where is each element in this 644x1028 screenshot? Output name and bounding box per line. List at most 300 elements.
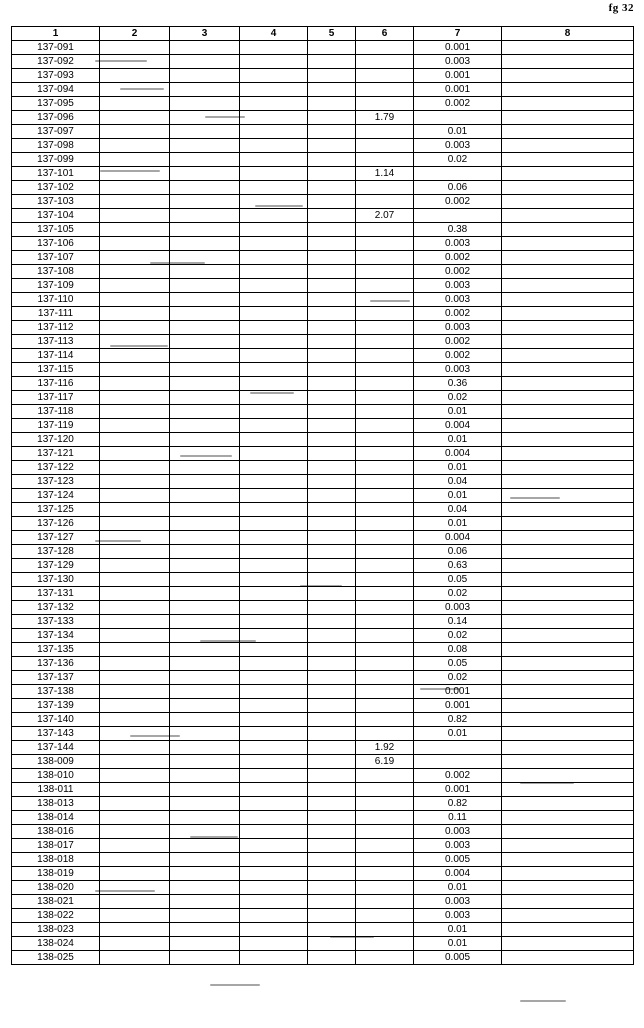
table-cell-col3 xyxy=(170,587,240,601)
table-row xyxy=(12,657,634,671)
table-cell-col4 xyxy=(240,125,308,139)
table-cell-col3 xyxy=(170,461,240,475)
table-cell-col7: 0.01 xyxy=(414,433,502,447)
table-cell-col8 xyxy=(502,55,634,69)
table-row xyxy=(12,741,634,755)
table-cell-col7: 0.003 xyxy=(414,363,502,377)
table-cell-col4 xyxy=(240,797,308,811)
table-cell-col1: 137-101 xyxy=(12,167,100,181)
table-cell-col7: 0.001 xyxy=(414,783,502,797)
table-cell-col4 xyxy=(240,517,308,531)
table-cell-col5 xyxy=(308,461,356,475)
table-cell-col8 xyxy=(502,909,634,923)
table-cell-col5 xyxy=(308,293,356,307)
table-cell-col3 xyxy=(170,349,240,363)
table-cell-col8 xyxy=(502,69,634,83)
table-cell-col1: 138-018 xyxy=(12,853,100,867)
table-cell-col2 xyxy=(100,335,170,349)
table-cell-col6 xyxy=(356,279,414,293)
table-cell-col6 xyxy=(356,83,414,97)
table-header-row xyxy=(12,27,634,41)
table-cell-col3 xyxy=(170,83,240,97)
table-cell-col6 xyxy=(356,447,414,461)
table-cell-col7: 0.06 xyxy=(414,181,502,195)
table-cell-col2 xyxy=(100,797,170,811)
table-cell-col5 xyxy=(308,391,356,405)
table-cell-col5 xyxy=(308,727,356,741)
table-cell-col1: 138-020 xyxy=(12,881,100,895)
table-cell-col3 xyxy=(170,895,240,909)
table-cell-col3 xyxy=(170,55,240,69)
table-cell-col8 xyxy=(502,237,634,251)
table-cell-col4 xyxy=(240,83,308,97)
table-cell-col4 xyxy=(240,279,308,293)
table-cell-col7: 0.002 xyxy=(414,769,502,783)
table-cell-col3 xyxy=(170,363,240,377)
table-cell-col8 xyxy=(502,853,634,867)
table-cell-col6 xyxy=(356,937,414,951)
table-cell-col7: 0.01 xyxy=(414,923,502,937)
table-cell-col2 xyxy=(100,181,170,195)
table-cell-col5 xyxy=(308,573,356,587)
table-cell-col8 xyxy=(502,293,634,307)
table-cell-col5 xyxy=(308,335,356,349)
table-cell-col1: 138-010 xyxy=(12,769,100,783)
table-cell-col6: 6.19 xyxy=(356,755,414,769)
table-cell-col4 xyxy=(240,41,308,55)
column-header-3: 3 xyxy=(170,27,240,41)
table-cell-col8 xyxy=(502,741,634,755)
table-cell-col2 xyxy=(100,419,170,433)
table-cell-col6 xyxy=(356,475,414,489)
table-cell-col8 xyxy=(502,755,634,769)
column-header-6: 6 xyxy=(356,27,414,41)
table-cell-col8 xyxy=(502,223,634,237)
table-cell-col2 xyxy=(100,461,170,475)
table-cell-col2 xyxy=(100,83,170,97)
table-cell-col8 xyxy=(502,867,634,881)
table-cell-col3 xyxy=(170,559,240,573)
table-cell-col7: 0.01 xyxy=(414,461,502,475)
table-cell-col2 xyxy=(100,867,170,881)
table-cell-col6 xyxy=(356,405,414,419)
table-cell-col6 xyxy=(356,489,414,503)
table-cell-col1: 137-130 xyxy=(12,573,100,587)
table-row xyxy=(12,867,634,881)
table-cell-col1: 137-118 xyxy=(12,405,100,419)
table-cell-col1: 137-113 xyxy=(12,335,100,349)
column-header-4: 4 xyxy=(240,27,308,41)
table-cell-col6 xyxy=(356,335,414,349)
table-cell-col7: 0.02 xyxy=(414,153,502,167)
table-cell-col8 xyxy=(502,629,634,643)
table-row xyxy=(12,783,634,797)
table-cell-col8 xyxy=(502,713,634,727)
table-cell-col8 xyxy=(502,447,634,461)
table-row xyxy=(12,461,634,475)
table-cell-col2 xyxy=(100,951,170,965)
table-cell-col7 xyxy=(414,167,502,181)
table-cell-col1: 137-122 xyxy=(12,461,100,475)
table-cell-col6 xyxy=(356,223,414,237)
table-cell-col1: 137-106 xyxy=(12,237,100,251)
table-cell-col6 xyxy=(356,153,414,167)
table-cell-col6 xyxy=(356,391,414,405)
table-cell-col4 xyxy=(240,909,308,923)
table-row xyxy=(12,125,634,139)
table-row xyxy=(12,433,634,447)
table-cell-col1: 137-140 xyxy=(12,713,100,727)
table-cell-col3 xyxy=(170,923,240,937)
table-row xyxy=(12,279,634,293)
table-row xyxy=(12,335,634,349)
table-cell-col5 xyxy=(308,867,356,881)
table-row xyxy=(12,503,634,517)
table-cell-col8 xyxy=(502,405,634,419)
table-cell-col3 xyxy=(170,503,240,517)
table-cell-col2 xyxy=(100,531,170,545)
table-cell-col3 xyxy=(170,545,240,559)
table-cell-col4 xyxy=(240,531,308,545)
table-cell-col6 xyxy=(356,727,414,741)
table-cell-col1: 138-013 xyxy=(12,797,100,811)
table-row xyxy=(12,797,634,811)
table-cell-col6 xyxy=(356,251,414,265)
table-cell-col5 xyxy=(308,783,356,797)
table-cell-col2 xyxy=(100,237,170,251)
table-cell-col8 xyxy=(502,139,634,153)
table-cell-col3 xyxy=(170,713,240,727)
table-cell-col6 xyxy=(356,307,414,321)
table-cell-col4 xyxy=(240,867,308,881)
table-cell-col3 xyxy=(170,321,240,335)
table-cell-col3 xyxy=(170,167,240,181)
table-cell-col6 xyxy=(356,909,414,923)
table-row xyxy=(12,83,634,97)
table-cell-col3 xyxy=(170,279,240,293)
table-cell-col1: 137-126 xyxy=(12,517,100,531)
table-cell-col8 xyxy=(502,783,634,797)
table-cell-col7: 0.05 xyxy=(414,573,502,587)
table-cell-col6 xyxy=(356,41,414,55)
table-cell-col7: 0.004 xyxy=(414,867,502,881)
table-cell-col4 xyxy=(240,713,308,727)
table-cell-col1: 138-024 xyxy=(12,937,100,951)
table-cell-col8 xyxy=(502,433,634,447)
table-cell-col2 xyxy=(100,489,170,503)
table-cell-col1: 137-123 xyxy=(12,475,100,489)
table-cell-col8 xyxy=(502,335,634,349)
table-cell-col4 xyxy=(240,391,308,405)
table-cell-col4 xyxy=(240,335,308,349)
table-cell-col8 xyxy=(502,349,634,363)
table-cell-col7: 0.04 xyxy=(414,503,502,517)
table-cell-col3 xyxy=(170,41,240,55)
table-row xyxy=(12,671,634,685)
table-cell-col2 xyxy=(100,587,170,601)
table-cell-col8 xyxy=(502,503,634,517)
table-cell-col5 xyxy=(308,811,356,825)
table-cell-col2 xyxy=(100,321,170,335)
table-cell-col6 xyxy=(356,125,414,139)
table-row xyxy=(12,839,634,853)
table-cell-col6 xyxy=(356,853,414,867)
table-cell-col7: 0.02 xyxy=(414,587,502,601)
table-cell-col8 xyxy=(502,251,634,265)
table-cell-col8 xyxy=(502,153,634,167)
table-cell-col2 xyxy=(100,503,170,517)
table-cell-col1: 138-021 xyxy=(12,895,100,909)
table-cell-col1: 137-128 xyxy=(12,545,100,559)
table-cell-col6 xyxy=(356,559,414,573)
table-cell-col7: 0.003 xyxy=(414,321,502,335)
table-row xyxy=(12,293,634,307)
table-cell-col2 xyxy=(100,69,170,83)
table-cell-col4 xyxy=(240,923,308,937)
table-cell-col3 xyxy=(170,601,240,615)
table-cell-col1: 137-120 xyxy=(12,433,100,447)
table-cell-col1: 137-133 xyxy=(12,615,100,629)
table-cell-col2 xyxy=(100,517,170,531)
table-cell-col2 xyxy=(100,839,170,853)
table-cell-col5 xyxy=(308,587,356,601)
table-cell-col3 xyxy=(170,531,240,545)
table-cell-col1: 137-110 xyxy=(12,293,100,307)
table-cell-col6 xyxy=(356,839,414,853)
table-cell-col1: 137-143 xyxy=(12,727,100,741)
table-cell-col1: 137-092 xyxy=(12,55,100,69)
table-cell-col8 xyxy=(502,363,634,377)
table-cell-col6 xyxy=(356,55,414,69)
table-cell-col1: 138-017 xyxy=(12,839,100,853)
table-row xyxy=(12,363,634,377)
table-cell-col4 xyxy=(240,545,308,559)
table-cell-col7: 0.002 xyxy=(414,335,502,349)
table-cell-col4 xyxy=(240,853,308,867)
table-cell-col1: 137-116 xyxy=(12,377,100,391)
table-row xyxy=(12,237,634,251)
table-cell-col3 xyxy=(170,97,240,111)
table-cell-col3 xyxy=(170,419,240,433)
table-cell-col1: 137-115 xyxy=(12,363,100,377)
table-cell-col5 xyxy=(308,937,356,951)
table-cell-col6 xyxy=(356,671,414,685)
table-cell-col2 xyxy=(100,307,170,321)
table-cell-col3 xyxy=(170,615,240,629)
table-cell-col7: 0.04 xyxy=(414,475,502,489)
table-cell-col3 xyxy=(170,111,240,125)
table-row xyxy=(12,769,634,783)
table-cell-col4 xyxy=(240,111,308,125)
table-cell-col5 xyxy=(308,475,356,489)
table-cell-col2 xyxy=(100,713,170,727)
table-cell-col4 xyxy=(240,811,308,825)
table-cell-col3 xyxy=(170,741,240,755)
table-cell-col4 xyxy=(240,181,308,195)
table-cell-col2 xyxy=(100,741,170,755)
table-cell-col2 xyxy=(100,573,170,587)
table-cell-col5 xyxy=(308,433,356,447)
table-cell-col1: 137-103 xyxy=(12,195,100,209)
table-cell-col4 xyxy=(240,69,308,83)
table-cell-col5 xyxy=(308,321,356,335)
table-cell-col1: 137-124 xyxy=(12,489,100,503)
table-cell-col6 xyxy=(356,461,414,475)
table-cell-col3 xyxy=(170,307,240,321)
table-cell-col6 xyxy=(356,517,414,531)
table-cell-col8 xyxy=(502,83,634,97)
table-cell-col1: 138-016 xyxy=(12,825,100,839)
table-cell-col3 xyxy=(170,769,240,783)
table-cell-col7: 0.003 xyxy=(414,909,502,923)
table-cell-col4 xyxy=(240,727,308,741)
table-cell-col8 xyxy=(502,419,634,433)
table-cell-col8 xyxy=(502,97,634,111)
table-cell-col5 xyxy=(308,853,356,867)
table-cell-col7: 0.08 xyxy=(414,643,502,657)
table-cell-col6 xyxy=(356,699,414,713)
table-cell-col2 xyxy=(100,265,170,279)
table-cell-col4 xyxy=(240,349,308,363)
table-cell-col7: 0.01 xyxy=(414,405,502,419)
table-cell-col5 xyxy=(308,167,356,181)
table-row xyxy=(12,265,634,279)
table-cell-col3 xyxy=(170,797,240,811)
table-cell-col8 xyxy=(502,377,634,391)
table-cell-col6 xyxy=(356,923,414,937)
table-cell-col7: 0.003 xyxy=(414,55,502,69)
table-row xyxy=(12,349,634,363)
table-row xyxy=(12,55,634,69)
table-cell-col2 xyxy=(100,699,170,713)
table-cell-col1: 138-014 xyxy=(12,811,100,825)
table-cell-col7: 0.004 xyxy=(414,447,502,461)
table-cell-col2 xyxy=(100,475,170,489)
table-cell-col4 xyxy=(240,293,308,307)
table-cell-col7: 0.36 xyxy=(414,377,502,391)
table-cell-col4 xyxy=(240,223,308,237)
table-cell-col4 xyxy=(240,55,308,69)
table-cell-col3 xyxy=(170,699,240,713)
table-cell-col7: 0.82 xyxy=(414,713,502,727)
table-cell-col6: 1.79 xyxy=(356,111,414,125)
table-cell-col7 xyxy=(414,755,502,769)
table-cell-col6 xyxy=(356,573,414,587)
table-cell-col5 xyxy=(308,97,356,111)
table-cell-col3 xyxy=(170,475,240,489)
table-cell-col5 xyxy=(308,713,356,727)
table-cell-col7: 0.003 xyxy=(414,895,502,909)
table-header xyxy=(12,27,634,41)
table-cell-col7: 0.001 xyxy=(414,685,502,699)
table-cell-col8 xyxy=(502,475,634,489)
table-cell-col4 xyxy=(240,237,308,251)
table-cell-col5 xyxy=(308,195,356,209)
table-row xyxy=(12,951,634,965)
table-cell-col3 xyxy=(170,573,240,587)
table-cell-col5 xyxy=(308,349,356,363)
table-cell-col2 xyxy=(100,825,170,839)
table-cell-col2 xyxy=(100,447,170,461)
table-row xyxy=(12,699,634,713)
column-header-7: 7 xyxy=(414,27,502,41)
table-cell-col4 xyxy=(240,951,308,965)
table-row xyxy=(12,111,634,125)
table-cell-col2 xyxy=(100,223,170,237)
table-cell-col6 xyxy=(356,951,414,965)
data-table xyxy=(11,26,634,965)
table-cell-col1: 137-105 xyxy=(12,223,100,237)
table-cell-col6 xyxy=(356,69,414,83)
table-cell-col2 xyxy=(100,769,170,783)
table-cell-col5 xyxy=(308,139,356,153)
table-cell-col5 xyxy=(308,699,356,713)
table-cell-col6 xyxy=(356,419,414,433)
table-cell-col3 xyxy=(170,881,240,895)
table-cell-col1: 138-023 xyxy=(12,923,100,937)
table-cell-col5 xyxy=(308,531,356,545)
table-row xyxy=(12,251,634,265)
table-cell-col6 xyxy=(356,643,414,657)
table-cell-col4 xyxy=(240,363,308,377)
table-cell-col5 xyxy=(308,923,356,937)
table-cell-col7: 0.003 xyxy=(414,293,502,307)
data-table-container xyxy=(11,26,633,965)
table-row xyxy=(12,475,634,489)
table-cell-col6 xyxy=(356,433,414,447)
table-cell-col7: 0.02 xyxy=(414,391,502,405)
table-cell-col4 xyxy=(240,685,308,699)
table-cell-col6 xyxy=(356,139,414,153)
table-row xyxy=(12,853,634,867)
table-cell-col8 xyxy=(502,769,634,783)
table-cell-col1: 138-011 xyxy=(12,783,100,797)
table-cell-col6 xyxy=(356,293,414,307)
table-cell-col2 xyxy=(100,349,170,363)
table-cell-col1: 137-129 xyxy=(12,559,100,573)
table-cell-col6 xyxy=(356,377,414,391)
table-cell-col1: 137-134 xyxy=(12,629,100,643)
table-cell-col2 xyxy=(100,209,170,223)
table-cell-col2 xyxy=(100,433,170,447)
table-cell-col1: 138-019 xyxy=(12,867,100,881)
table-cell-col3 xyxy=(170,433,240,447)
table-cell-col5 xyxy=(308,307,356,321)
table-cell-col3 xyxy=(170,811,240,825)
table-cell-col2 xyxy=(100,783,170,797)
table-cell-col3 xyxy=(170,839,240,853)
table-cell-col8 xyxy=(502,195,634,209)
table-cell-col4 xyxy=(240,195,308,209)
table-cell-col8 xyxy=(502,321,634,335)
table-cell-col8 xyxy=(502,181,634,195)
table-cell-col4 xyxy=(240,97,308,111)
table-cell-col1: 137-114 xyxy=(12,349,100,363)
table-row xyxy=(12,195,634,209)
table-cell-col5 xyxy=(308,405,356,419)
table-cell-col1: 137-127 xyxy=(12,531,100,545)
table-cell-col4 xyxy=(240,461,308,475)
table-cell-col7: 0.005 xyxy=(414,951,502,965)
table-cell-col7: 0.06 xyxy=(414,545,502,559)
table-cell-col1: 137-108 xyxy=(12,265,100,279)
table-cell-col5 xyxy=(308,545,356,559)
table-cell-col5 xyxy=(308,517,356,531)
table-cell-col3 xyxy=(170,237,240,251)
table-row xyxy=(12,811,634,825)
table-row xyxy=(12,69,634,83)
table-cell-col2 xyxy=(100,909,170,923)
